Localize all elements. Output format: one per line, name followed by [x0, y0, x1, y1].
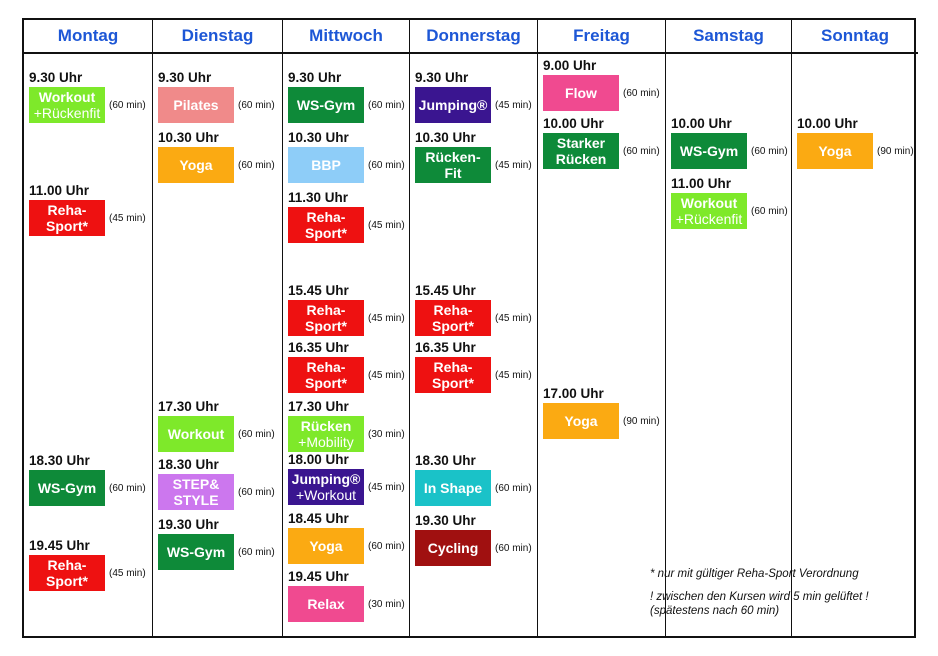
course-entry [288, 340, 405, 393]
course-badge [158, 474, 234, 510]
course-duration: (60 min) [238, 99, 275, 111]
course-entry [797, 116, 914, 169]
course-time: 10.30 Uhr [415, 130, 476, 145]
course-name-line2: STYLE [173, 492, 219, 508]
course-time: 11.00 Uhr [671, 176, 732, 191]
course-name-line1: Relax [307, 596, 345, 612]
course-name [565, 85, 597, 101]
course-duration: (60 min) [751, 145, 788, 157]
course-badge [288, 87, 364, 123]
course-duration: (60 min) [368, 159, 405, 171]
course-name-line1: WS-Gym [37, 480, 97, 496]
course-badge [29, 87, 105, 123]
course-time: 9.00 Uhr [543, 58, 597, 73]
course-duration: (60 min) [238, 486, 275, 498]
course-name [292, 471, 361, 503]
course-row [288, 357, 405, 393]
course-row [288, 207, 405, 243]
course-time: 19.45 Uhr [288, 569, 349, 584]
day-header: Montag [24, 20, 152, 54]
course-name [311, 157, 341, 173]
course-row [158, 474, 275, 510]
course-badge [158, 534, 234, 570]
course-badge [29, 470, 105, 506]
course-time: 19.30 Uhr [415, 513, 476, 528]
course-badge [543, 403, 619, 439]
course-row [29, 87, 146, 123]
course-row [671, 133, 788, 169]
course-duration: (45 min) [368, 312, 405, 324]
course-name [305, 302, 347, 334]
course-time: 11.00 Uhr [29, 183, 90, 198]
course-time: 10.30 Uhr [158, 130, 219, 145]
course-duration: (60 min) [368, 99, 405, 111]
course-badge [671, 133, 747, 169]
course-entry [543, 116, 660, 169]
course-entry [415, 130, 532, 183]
course-name-line2: Sport* [46, 218, 88, 234]
course-entry [29, 183, 146, 236]
course-name [298, 418, 354, 450]
course-duration: (45 min) [368, 481, 405, 493]
day-column-donnerstag [410, 20, 538, 636]
course-name-line2: +Mobility [298, 434, 354, 450]
course-name-line2: Rücken [555, 151, 607, 167]
course-duration: (90 min) [877, 145, 914, 157]
course-row [288, 87, 405, 123]
course-time: 19.45 Uhr [29, 538, 90, 553]
course-badge [288, 416, 364, 452]
day-header: Sonntag [792, 20, 918, 54]
course-time: 9.30 Uhr [158, 70, 212, 85]
course-name-line1: Reha- [47, 202, 87, 218]
course-name-line2: Sport* [46, 573, 88, 589]
course-badge [288, 207, 364, 243]
course-entry [288, 399, 405, 452]
course-row [288, 528, 405, 564]
course-row [543, 403, 660, 439]
course-duration: (45 min) [495, 312, 532, 324]
course-name-line1: Yoga [818, 143, 852, 159]
course-row [288, 416, 405, 452]
course-entry [288, 190, 405, 243]
day-header: Dienstag [153, 20, 282, 54]
course-name [432, 359, 474, 391]
course-name [34, 89, 101, 121]
course-name-line1: Jumping® [291, 471, 361, 487]
course-name-line2: Sport* [432, 375, 474, 391]
course-duration: (45 min) [495, 159, 532, 171]
course-entry [158, 457, 275, 510]
course-name [419, 97, 488, 113]
course-entry [158, 517, 275, 570]
course-duration: (60 min) [238, 159, 275, 171]
course-time: 10.00 Uhr [671, 116, 732, 131]
course-badge [29, 555, 105, 591]
course-name-line1: WS-Gym [296, 97, 356, 113]
course-name-line1: Workout [167, 426, 225, 442]
course-name [46, 557, 88, 589]
course-name [305, 359, 347, 391]
course-time: 18.00 Uhr [288, 452, 349, 467]
course-duration: (60 min) [238, 546, 275, 558]
course-entry [671, 176, 788, 229]
course-time: 16.35 Uhr [415, 340, 476, 355]
day-header: Donnerstag [410, 20, 537, 54]
course-time: 19.30 Uhr [158, 517, 219, 532]
course-name [167, 544, 225, 560]
course-name-line2: Fit [444, 165, 462, 181]
course-badge [288, 469, 364, 505]
course-row [415, 147, 532, 183]
course-entry [29, 538, 146, 591]
course-duration: (30 min) [368, 428, 405, 440]
day-header: Samstag [666, 20, 791, 54]
course-entry [288, 511, 405, 564]
course-name-line1: In Shape [423, 480, 483, 496]
course-badge [158, 147, 234, 183]
course-name-line1: Yoga [309, 538, 343, 554]
course-entry [543, 58, 660, 111]
course-name-line1: Cycling [427, 540, 479, 556]
course-time: 17.00 Uhr [543, 386, 604, 401]
course-badge [415, 530, 491, 566]
course-badge [671, 193, 747, 229]
course-entry [543, 386, 660, 439]
course-name [168, 426, 225, 442]
course-row [288, 586, 405, 622]
course-name-line2: Sport* [305, 318, 347, 334]
course-time: 17.30 Uhr [288, 399, 349, 414]
course-entry [415, 340, 532, 393]
course-badge [288, 357, 364, 393]
schedule-grid [22, 18, 916, 638]
course-entry [288, 283, 405, 336]
course-name [297, 97, 355, 113]
course-badge [288, 586, 364, 622]
course-entry [415, 70, 532, 123]
course-time: 16.35 Uhr [288, 340, 349, 355]
course-row [158, 416, 275, 452]
course-duration: (60 min) [751, 205, 788, 217]
course-row [415, 357, 532, 393]
course-duration: (45 min) [495, 369, 532, 381]
reha-note: * nur mit gültiger Reha-Sport Verordnung [650, 568, 859, 580]
day-column-freitag [538, 20, 666, 636]
course-name-line2: +Rückenfit [33, 105, 101, 121]
course-time: 18.45 Uhr [288, 511, 349, 526]
course-name-line1: Reha- [306, 209, 346, 225]
course-duration: (90 min) [623, 415, 660, 427]
course-name-line1: Workout [38, 89, 96, 105]
course-name-line1: Reha- [433, 302, 473, 318]
course-name [38, 480, 96, 496]
course-badge [158, 87, 234, 123]
course-duration: (60 min) [623, 87, 660, 99]
course-name-line1: Rücken [300, 418, 352, 434]
course-badge [415, 357, 491, 393]
course-entry [158, 130, 275, 183]
course-entry [415, 283, 532, 336]
day-column-dienstag [153, 20, 283, 636]
course-entry [29, 453, 146, 506]
air-note [650, 590, 869, 618]
course-row [29, 470, 146, 506]
course-time: 10.30 Uhr [288, 130, 349, 145]
course-name [46, 202, 88, 234]
course-duration: (60 min) [623, 145, 660, 157]
course-duration: (45 min) [495, 99, 532, 111]
course-name-line1: Workout [680, 195, 738, 211]
course-time: 9.30 Uhr [415, 70, 469, 85]
course-name-line1: Pilates [173, 97, 219, 113]
course-duration: (45 min) [109, 567, 146, 579]
course-name-line1: Yoga [179, 157, 213, 173]
course-badge [797, 133, 873, 169]
course-badge [288, 528, 364, 564]
course-name-line1: Reha- [306, 302, 346, 318]
course-name-line1: STEP& [172, 476, 220, 492]
day-column-montag [24, 20, 153, 636]
course-name [309, 538, 342, 554]
course-badge [158, 416, 234, 452]
day-column-mittwoch [283, 20, 410, 636]
course-name [564, 413, 597, 429]
course-row [415, 530, 532, 566]
course-name-line2: Sport* [305, 225, 347, 241]
course-time: 10.00 Uhr [543, 116, 604, 131]
course-row [158, 87, 275, 123]
course-badge [543, 133, 619, 169]
course-row [415, 87, 532, 123]
course-name [680, 143, 738, 159]
air-note-line2: (spätestens nach 60 min) [650, 605, 780, 617]
course-duration: (60 min) [238, 428, 275, 440]
course-time: 11.30 Uhr [288, 190, 349, 205]
day-column-samstag [666, 20, 792, 636]
course-name [556, 135, 607, 167]
course-badge [415, 300, 491, 336]
course-row [158, 147, 275, 183]
course-row [671, 193, 788, 229]
course-name-line1: Starker [556, 135, 606, 151]
course-entry [158, 399, 275, 452]
course-row [288, 300, 405, 336]
course-time: 15.45 Uhr [415, 283, 476, 298]
course-name [179, 157, 212, 173]
course-duration: (45 min) [109, 212, 146, 224]
course-entry [158, 70, 275, 123]
course-name [173, 97, 218, 113]
course-name-line1: Yoga [564, 413, 598, 429]
air-note-line1: ! zwischen den Kursen wird 5 min gelüftet ! [650, 591, 869, 603]
course-duration: (60 min) [495, 482, 532, 494]
course-name-line1: Jumping® [418, 97, 488, 113]
course-name [432, 302, 474, 334]
day-column-sonntag [792, 20, 918, 636]
course-name-line1: Reha- [47, 557, 87, 573]
course-duration: (45 min) [368, 369, 405, 381]
course-name-line1: Rücken- [425, 149, 481, 165]
course-entry [288, 569, 405, 622]
course-name [676, 195, 743, 227]
course-time: 10.00 Uhr [797, 116, 858, 131]
course-name-line1: Flow [565, 85, 597, 101]
course-name [428, 540, 479, 556]
course-name-line1: WS-Gym [166, 544, 226, 560]
course-row [543, 75, 660, 111]
course-name-line1: Reha- [306, 359, 346, 375]
course-entry [288, 130, 405, 183]
course-time: 18.30 Uhr [29, 453, 90, 468]
course-time: 18.30 Uhr [415, 453, 476, 468]
day-header: Mittwoch [283, 20, 409, 54]
course-name-line2: +Rückenfit [675, 211, 743, 227]
course-entry [288, 70, 405, 123]
course-row [29, 200, 146, 236]
course-row [415, 300, 532, 336]
course-entry [415, 513, 532, 566]
course-entry [415, 453, 532, 506]
course-badge [29, 200, 105, 236]
course-row [288, 469, 405, 505]
course-badge [415, 147, 491, 183]
course-entry [671, 116, 788, 169]
course-name [818, 143, 851, 159]
course-entry [29, 70, 146, 123]
course-badge [288, 300, 364, 336]
course-name-line2: +Workout [295, 487, 357, 503]
course-name-line2: Sport* [305, 375, 347, 391]
course-badge [415, 470, 491, 506]
course-name [305, 209, 347, 241]
course-name [173, 476, 220, 508]
course-time: 17.30 Uhr [158, 399, 219, 414]
course-row [543, 133, 660, 169]
course-duration: (60 min) [109, 482, 146, 494]
course-row [415, 470, 532, 506]
course-duration: (45 min) [368, 219, 405, 231]
course-duration: (60 min) [368, 540, 405, 552]
course-row [797, 133, 914, 169]
course-row [29, 555, 146, 591]
course-entry [288, 452, 405, 505]
course-name [425, 149, 480, 181]
course-badge [288, 147, 364, 183]
course-name-line1: BBP [311, 157, 341, 173]
course-duration: (60 min) [109, 99, 146, 111]
day-header: Freitag [538, 20, 665, 54]
course-time: 15.45 Uhr [288, 283, 349, 298]
course-time: 9.30 Uhr [29, 70, 83, 85]
course-badge [543, 75, 619, 111]
course-badge [415, 87, 491, 123]
course-duration: (30 min) [368, 598, 405, 610]
course-row [288, 147, 405, 183]
course-time: 9.30 Uhr [288, 70, 342, 85]
course-row [158, 534, 275, 570]
course-duration: (60 min) [495, 542, 532, 554]
course-name-line2: Sport* [432, 318, 474, 334]
course-time: 18.30 Uhr [158, 457, 219, 472]
course-name-line1: WS-Gym [679, 143, 739, 159]
course-name-line1: Reha- [433, 359, 473, 375]
course-name [307, 596, 344, 612]
course-name [424, 480, 482, 496]
